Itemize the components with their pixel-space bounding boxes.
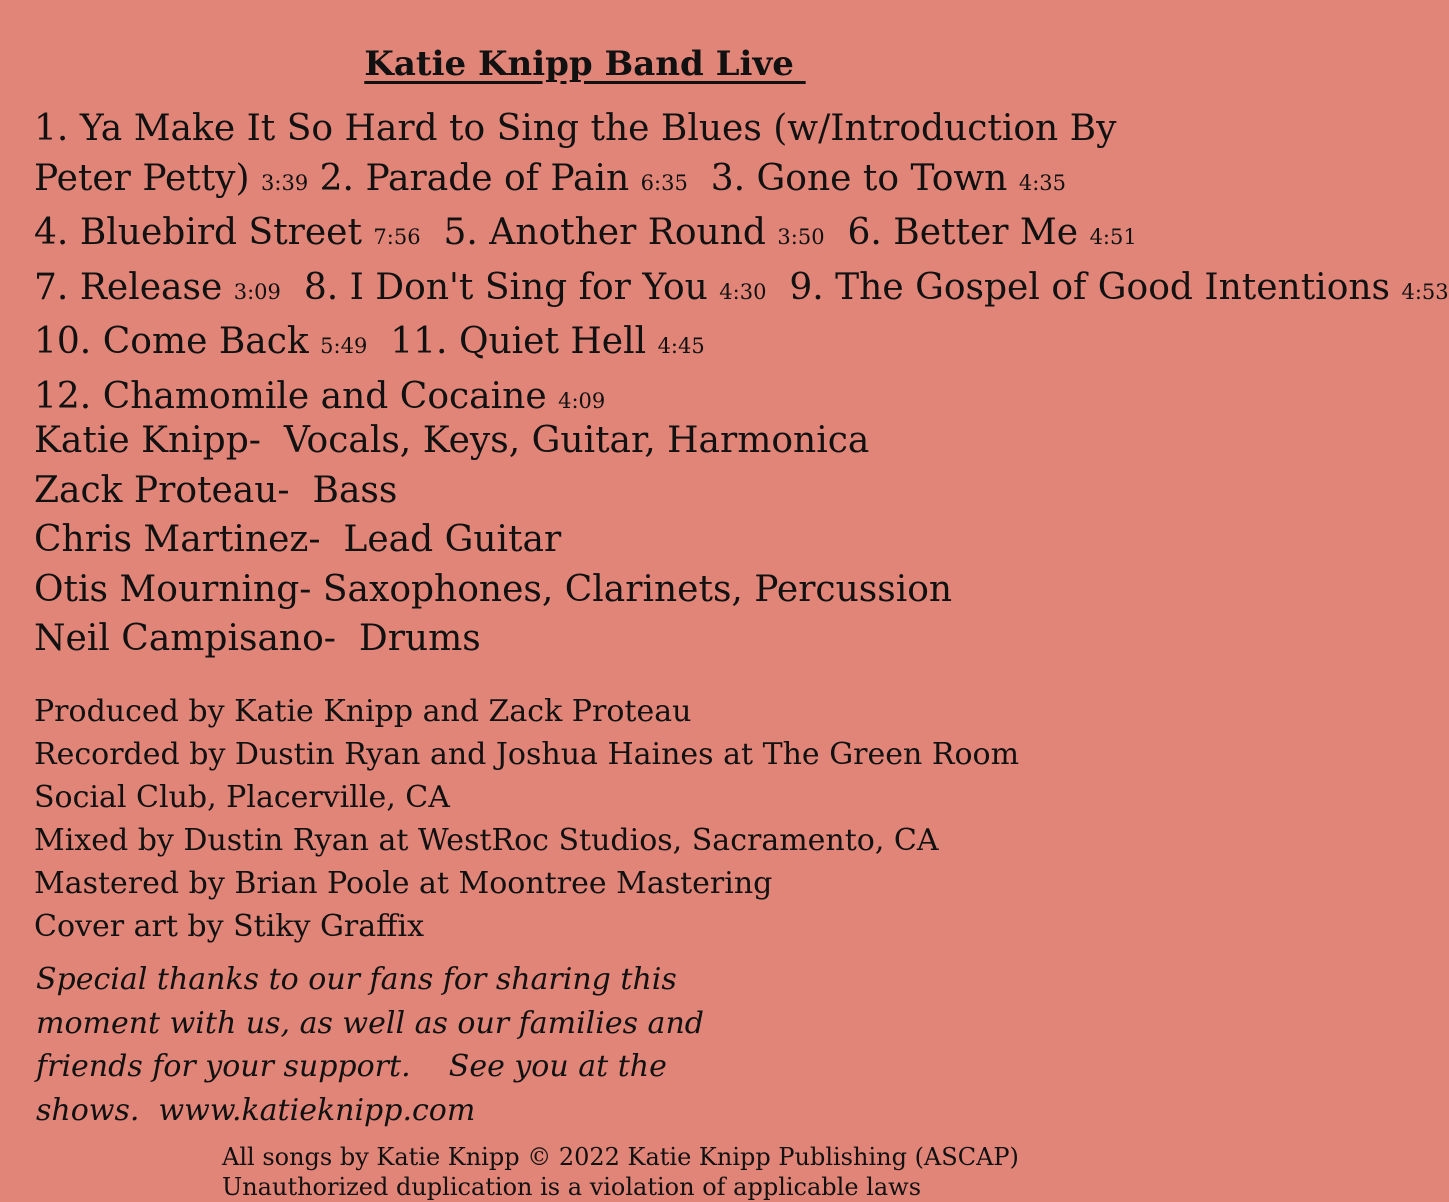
band-member [34,565,1184,615]
track-duration: 4:09 [558,388,606,413]
track-title: Chamomile and Cocaine [102,375,547,417]
track-title: Gone to Town [756,157,1008,199]
track-title: Another Round [489,212,766,253]
band-member [34,416,1184,466]
track-item [34,317,1184,372]
band-member [34,466,1184,516]
track-number: 1. [34,108,69,149]
credit-recorded-location: Social Club, Placerville, CA [34,780,450,815]
track-item [34,104,1184,208]
track-duration: 3:50 [777,225,825,249]
track-number: 9. [789,266,824,308]
credit-recorded: Recorded by Dustin Ryan and Joshua Haines at The Green Room [34,737,1020,772]
track-duration: 3:09 [233,279,281,304]
member-name: Katie Knipp- [34,420,261,461]
track-duration: 5:49 [320,334,368,358]
copyright-line: All songs by Katie Knipp © 2022 Katie Knipp Publishing (ASCAP) [222,1143,1019,1171]
track-number: 12. [34,375,92,417]
member-name: Otis Mourning- [34,568,312,610]
member-role: Bass [312,469,398,511]
track-number: 4. [34,212,69,253]
track-item [34,263,1449,318]
track-duration: 4:53 [1401,279,1449,304]
member-name: Zack Proteau- [34,469,290,511]
credit-cover-art: Cover art by Stiky Graffix [34,909,424,944]
credit-produced: Produced by Katie Knipp and Zack Proteau [34,694,692,729]
track-duration: 6:35 [640,170,688,195]
special-thanks: Special thanks to our fans for sharing this moment with us, as well as our families and friends for your support. See you at the shows. www.katieknipp.com [36,962,714,1128]
track-title: Parade of Pain [365,157,630,199]
track-title: I Don't Sing for You [349,266,708,308]
credit-mastered: Mastered by Brian Poole at Moontree Mastering [34,866,773,901]
member-name: Neil Campisano- [34,618,336,659]
track-title: Bluebird Street [79,212,362,253]
copyright-notice [222,1142,1182,1202]
track-title: The Gospel of Good Intentions [835,266,1391,308]
track-duration: 4:45 [657,334,705,358]
member-role: Lead Guitar [343,519,562,560]
track-number: 5. [443,212,478,253]
track-item [34,208,1184,263]
track-title: Quiet Hell [458,321,647,362]
track-duration: 3:39 [261,170,309,195]
member-role: Vocals, Keys, Guitar, Harmonica [283,420,870,461]
album-title: Katie Knipp Band Live [364,44,806,84]
track-number: 8. [303,266,339,308]
band-member [34,614,1184,664]
member-role: Saxophones, Clarinets, Percussion [322,568,953,610]
track-number: 2. [319,157,354,199]
track-number: 3. [710,157,746,199]
track-duration: 4:51 [1089,225,1137,249]
track-number: 10. [34,321,92,362]
track-number: 6. [847,212,882,253]
member-role: Drums [358,618,481,659]
track-number: 7. [34,266,69,308]
track-title: Release [79,266,223,308]
track-duration: 4:30 [719,279,767,304]
member-name: Chris Martinez- [34,519,321,560]
track-duration: 7:56 [373,225,421,249]
legal-line: Unauthorized duplication is a violation of applicable laws [222,1173,922,1201]
track-number: 11. [390,321,448,362]
track-duration: 4:35 [1018,170,1066,195]
credit-mixed: Mixed by Dustin Ryan at WestRoc Studios, Sacramento, CA [34,823,939,858]
track-title: Better Me [893,212,1079,253]
band-lineup [34,416,1184,664]
track-list [34,104,1449,426]
track-title: Come Back [102,321,309,362]
production-credits [34,690,1184,948]
track-title: Ya Make It So Hard to Sing the Blues (w/Introduction By Peter Petty) [34,108,1117,199]
band-member [34,515,1184,565]
